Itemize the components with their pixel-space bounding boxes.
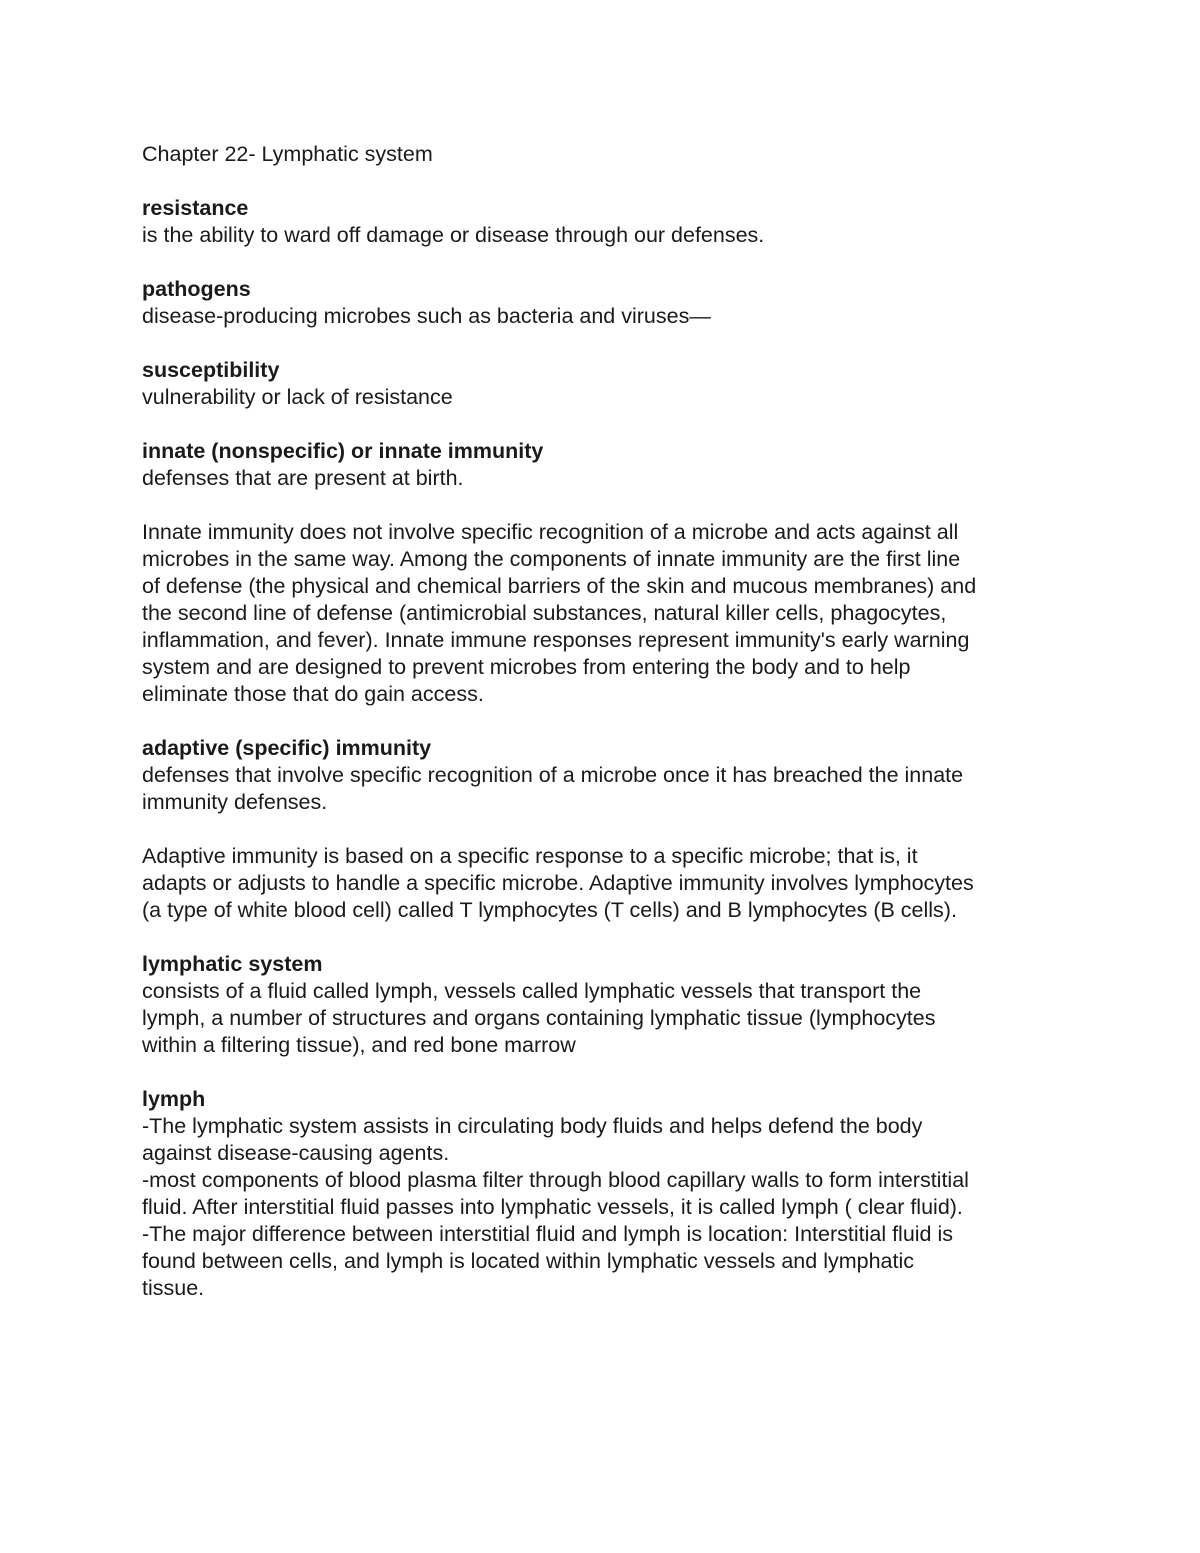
definition-line: found between cells, and lymph is located within lymphatic vessels and lymphatic	[142, 1249, 915, 1273]
term-heading: innate (nonspecific) or innate immunity	[142, 439, 544, 463]
definition-line: defenses that are present at birth.	[142, 466, 464, 490]
definition-line: tissue.	[142, 1276, 205, 1300]
paragraph-line: (a type of white blood cell) called T lymphocytes (T cells) and B lymphocytes (B cells).	[142, 898, 957, 922]
definition-line: is the ability to ward off damage or disease through our defenses.	[142, 223, 765, 247]
entry-lymphatic-system	[142, 951, 1072, 1059]
term-heading: lymphatic system	[142, 952, 323, 976]
paragraph-line: system and are designed to prevent microbes from entering the body and to help	[142, 655, 911, 679]
definition-line: fluid. After interstitial fluid passes into lymphatic vessels, it is called lymph ( clear fluid).	[142, 1195, 963, 1219]
innate-immunity-paragraph	[142, 519, 1072, 708]
paragraph-line: Innate immunity does not involve specific recognition of a microbe and acts against all	[142, 520, 959, 544]
definition-line: consists of a fluid called lymph, vessels called lymphatic vessels that transport the	[142, 979, 922, 1003]
paragraph-line: adapts or adjusts to handle a specific microbe. Adaptive immunity involves lymphocytes	[142, 871, 974, 895]
definition-line: -The major difference between interstitial fluid and lymph is location: Interstitial fluid is	[142, 1222, 954, 1246]
document-page	[142, 141, 1072, 1329]
definition-line: lymph, a number of structures and organs containing lymphatic tissue (lymphocytes	[142, 1006, 936, 1030]
term-heading: adaptive (specific) immunity	[142, 736, 432, 760]
entry-susceptibility	[142, 357, 1072, 411]
term-heading: pathogens	[142, 277, 251, 301]
document-title: Chapter 22- Lymphatic system	[142, 142, 433, 166]
entry-pathogens	[142, 276, 1072, 330]
definition-line: against disease-causing agents.	[142, 1141, 450, 1165]
paragraph-line: inflammation, and fever). Innate immune responses represent immunity's early warning	[142, 628, 970, 652]
paragraph-line: of defense (the physical and chemical barriers of the skin and mucous membranes) and	[142, 574, 977, 598]
entry-lymph	[142, 1086, 1072, 1302]
definition-line: disease-producing microbes such as bacteria and viruses—	[142, 304, 711, 328]
term-heading: susceptibility	[142, 358, 280, 382]
definition-line: within a filtering tissue), and red bone marrow	[142, 1033, 576, 1057]
paragraph-line: the second line of defense (antimicrobial substances, natural killer cells, phagocytes,	[142, 601, 947, 625]
paragraph-line: microbes in the same way. Among the components of innate immunity are the first line	[142, 547, 961, 571]
entry-innate-immunity	[142, 438, 1072, 492]
entry-adaptive-immunity	[142, 735, 1072, 816]
definition-line: -The lymphatic system assists in circulating body fluids and helps defend the body	[142, 1114, 923, 1138]
definition-line: immunity defenses.	[142, 790, 328, 814]
adaptive-immunity-paragraph	[142, 843, 1072, 924]
paragraph-line: eliminate those that do gain access.	[142, 682, 484, 706]
definition-line: -most components of blood plasma filter through blood capillary walls to form interstitial	[142, 1168, 969, 1192]
definition-line: vulnerability or lack of resistance	[142, 385, 453, 409]
paragraph-line: Adaptive immunity is based on a specific response to a specific microbe; that is, it	[142, 844, 918, 868]
term-heading: lymph	[142, 1087, 206, 1111]
entry-resistance	[142, 195, 1072, 249]
definition-line: defenses that involve specific recognition of a microbe once it has breached the innate	[142, 763, 964, 787]
term-heading: resistance	[142, 196, 249, 220]
